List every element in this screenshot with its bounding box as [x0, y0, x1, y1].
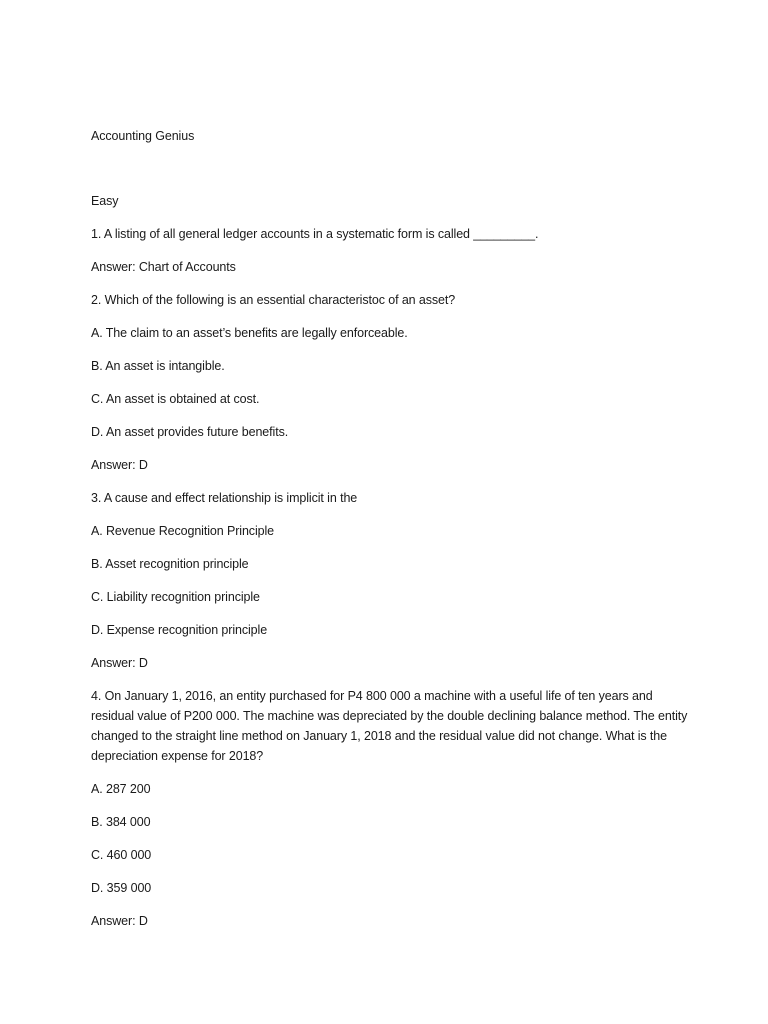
- question-3-option-b: B. Asset recognition principle: [91, 557, 249, 571]
- answer-3: Answer: D: [91, 656, 148, 670]
- answer-2: Answer: D: [91, 458, 148, 472]
- answer-1: Answer: Chart of Accounts: [91, 260, 236, 274]
- question-3-option-d: D. Expense recognition principle: [91, 623, 268, 637]
- question-4-option-d: D. 359 000: [91, 881, 152, 895]
- answer-4: Answer: D: [91, 914, 148, 928]
- question-2-option-a: A. The claim to an asset’s benefits are legally enforceable.: [91, 326, 408, 340]
- question-4-option-c: C. 460 000: [91, 848, 152, 862]
- question-1: 1. A listing of all general ledger accounts in a systematic form is called _________.: [91, 227, 539, 241]
- question-4: 4. On January 1, 2016, an entity purchased for P4 800 000 a machine with a useful life of ten years and residual value of P200 000. The machine was depreciated by the double declining balance method. The entity changed to the straight line method on January 1, 2018 and the residual value did not change. What is the depreciation expense for 2018?: [91, 689, 691, 763]
- document-title: Accounting Genius: [91, 129, 195, 143]
- question-3-option-c: C. Liability recognition principle: [91, 590, 260, 604]
- document-content: [91, 126, 691, 944]
- question-2-option-d: D. An asset provides future benefits.: [91, 425, 289, 439]
- question-2-option-b: B. An asset is intangible.: [91, 359, 225, 373]
- question-4-option-b: B. 384 000: [91, 815, 151, 829]
- question-3: 3. A cause and effect relationship is implicit in the: [91, 491, 358, 505]
- question-4-option-a: A. 287 200: [91, 782, 151, 796]
- question-3-option-a: A. Revenue Recognition Principle: [91, 524, 275, 538]
- section-heading: Easy: [91, 194, 119, 208]
- question-2: 2. Which of the following is an essential characteristoc of an asset?: [91, 293, 456, 307]
- question-2-option-c: C. An asset is obtained at cost.: [91, 392, 260, 406]
